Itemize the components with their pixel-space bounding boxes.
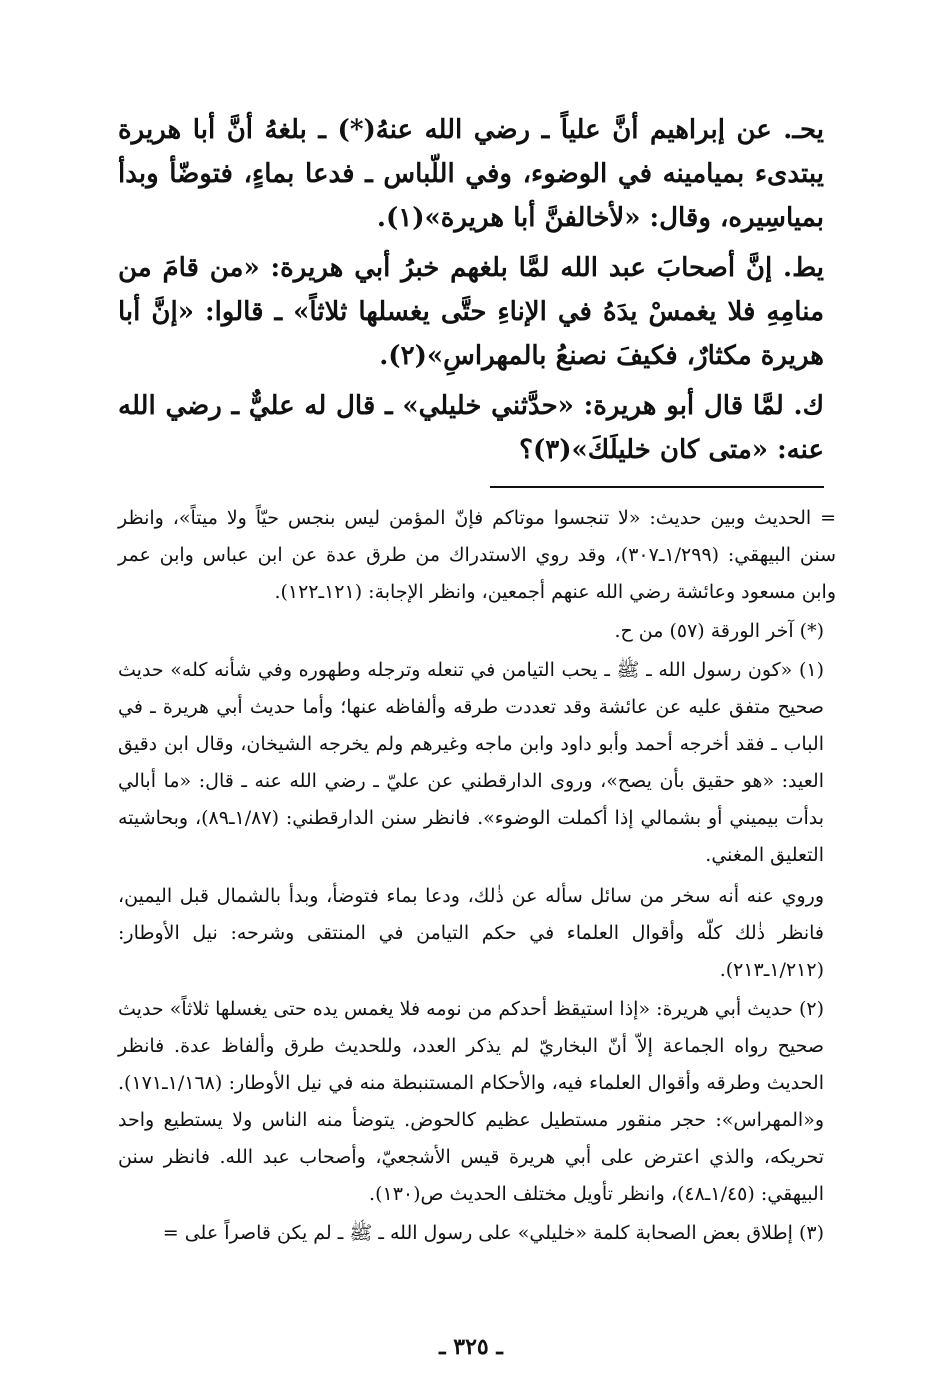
paragraph-k: ك. لمَّا قال أبو هريرة: «حدَّثني خليلي» ـ قال له عليٌّ ـ رضي الله عنه: «متى كان خليلَكَ»(٣)؟ — [118, 391, 824, 465]
footnotes — [118, 500, 837, 1252]
footnote-3: (٣) إطلاق بعض الصحابة كلمة «خليلي» على رسول الله ـ ﷺ ـ لم يكن قاصراً على = — [162, 1222, 824, 1244]
footnote-1: (١) «كون رسول الله ـ ﷺ ـ يحب التيامن في تنعله وترجله وطهوره وفي شأنه كله» حديث صحيح متفق عليه عن عائشة وقد تعددت طرقه وألفاظه عنها؛ وأما حديث أبي هريرة ـ في الباب ـ فقد أخرجه أحمد وأبو داود وابن ماجه وغيرهم ولم يخرجه الشيخان، وقال ابن دقيق العيد: «هو حقيق بأن يصح»، وروى الدارقطني عن عليّ ـ رضي الله عنه ـ قال: «ما أبالي بدأت بيميني أو بشمالي إذا أكملت الوضوء». فانظر سنن الدارقطني: (١/٨٧ـ٨٩)، وبحاشيته التعليق المغني. — [118, 659, 824, 866]
footnote-1-continued: وروي عنه أنه سخر من سائل سأله عن ذٰلك، ودعا بماء فتوضأ، وبدأ بالشمال قبل اليمين، فانظر ذٰلك كلّه وأقوال العلماء في حكم التيامن في المنتقى وشرحه: نيل الأوطار: (١/٢١٢ـ٢١٣). — [118, 885, 824, 981]
footnote-star: (*) آخر الورقة (٥٧) من ح. — [614, 620, 824, 642]
paragraph-yha: يحـ. عن إبراهيم أنَّ علياً ـ رضي الله عنهُ(*) ـ بلغهُ أنَّ أبا هريرة يبتدىء بميامينه في الوضوء، وفي اللّباس ـ فدعا بماءٍ، فتوضّأ وبدأ بمياسِيره، وقال: «لأخالفنَّ أبا هريرة»(١). — [118, 115, 824, 233]
footnote-2: (٢) حديث أبي هريرة: «إذا استيقظ أحدكم من نومه فلا يغمس يده حتى يغسلها ثلاثاً» حديث صحيح رواه الجماعة إلاّ أنّ البخاريّ لم يذكر العدد، وللحديث طرق وألفاظ عدة. فانظر الحديث وطرقه وأقوال العلماء فيه، والأحكام المستنبطة منه في نيل الأوطار: (١/١٦٨ـ١٧١). و«المهراس»: حجر منقور مستطيل عظيم كالحوض. يتوضأ منه الناس ولا يستطيع واحد تحريكه، والذي اعترض على أبي هريرة قيس الأشجعيّ، وأصحاب عبد الله. فانظر سنن البيهقي: (١/٤٥ـ٤٨)، وانظر تأويل مختلف الحديث ص(١٣٠). — [118, 998, 824, 1205]
footnote-separator — [490, 486, 824, 488]
main-text — [118, 108, 824, 472]
paragraph-yt: يط. إنَّ أصحابَ عبد الله لمَّا بلغهم خبرُ أبي هريرة: «من قامَ من منامِهِ فلا يغمسْ يدَهُ في الإناءِ حتَّى يغسلها ثلاثاً» ـ قالوا: «إنَّ أبا هريرة مكثارٌ، فكيفَ نصنعُ بالمهراسِ»(٢). — [118, 253, 824, 371]
footnote-continuation: = الحديث وبين حديث: «لا تنجسوا موتاكم فإنّ المؤمن ليس بنجس حيّاً ولا ميتاً»، وانظر سنن البيهقي: (١/٢٩٩ـ٣٠٧)، وقد روي الاستدراك من طرق عدة عن ابن عباس وابن عمر وابن مسعود وعائشة رضي الله عنهم أجمعين، وانظر الإجابة: (١٢١ـ١٢٢). — [118, 507, 837, 603]
page-number: ـ ٣٢٥ ـ — [439, 1334, 503, 1360]
